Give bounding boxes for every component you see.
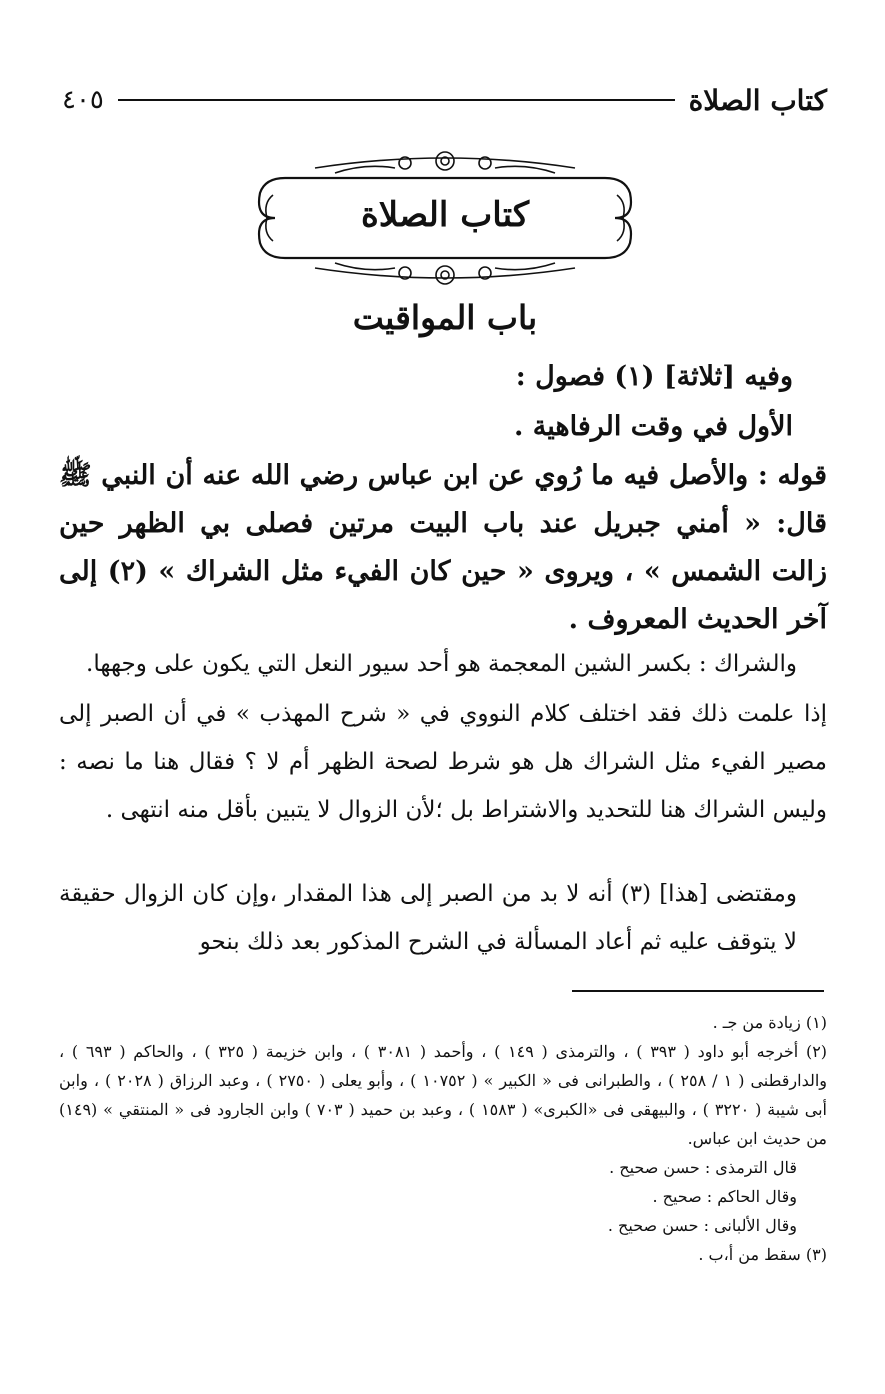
paragraph-hadith-quote: قوله : والأصل فيه ما رُوي عن ابن عباس رضي الله عنه أن النبي ﷺ قال: « أمني جبريل عند باب البيت مرتين فصلى بي الظهر حين زالت الشمس » ، ويروى « حين كان الفيء مثل الشراك » (٢) إلى آخر الحديث المعروف . (59, 460, 827, 635)
paragraph-sections-intro: وفيه [ثلاثة] (١) فصول : (515, 361, 793, 392)
footnote-2: (٢) أخرجه أبو داود ( ٣٩٣ ) ، والترمذى ( ١٤٩ ) ، وأحمد ( ٣٠٨١ ) ، وابن خزيمة ( ٣٢٥ ) ، والحاكم ( ٦٩٣ ) ، والدارقطنى ( ١ / ٢٥٨ ) ، والطبرانى فى « الكبير » ( ١٠٧٥٢ ) ، وأبو يعلى ( ٢٧٥٠ ) ، وعبد الرزاق ( ٢٠٢٨ ) ، وابن أبى شيبة ( ٣٢٢٠ ) ، والبيهقى فى «الكبرى» ( ١٥٨٣ ) ، وعبد بن حميد ( ٧٠٣ ) وابن الجارود فى « المنتقي » (١٤٩) من حديث ابن عباس. (59, 1042, 828, 1148)
header-title: كتاب الصلاة (688, 83, 827, 117)
footnote-3: (٣) سقط من أ،ب . (698, 1245, 827, 1264)
paragraph-conclusion: ومقتضى [هذا] (٣) أنه لا بد من الصبر إلى هذا المقدار ،وإن كان الزوال حقيقة لا يتوقف عليه ثم أعاد المسألة في الشرح المذكور بعد ذلك بنحو (59, 881, 797, 955)
chapter-title: باب المواقيت (352, 298, 538, 337)
footnote-2-tirmidhi: قال الترمذى : حسن صحيح . (609, 1158, 797, 1177)
paragraph-shirak-definition: والشراك : بكسر الشين المعجمة هو أحد سيور النعل التي يكون على وجهها. (86, 651, 797, 677)
footnote-separator (572, 990, 824, 992)
footnotes (59, 1008, 827, 1269)
running-header (62, 80, 827, 120)
paragraph-first-section: الأول في وقت الرفاهية . (513, 411, 793, 442)
header-rule (118, 99, 675, 101)
footnote-2-albani: وقال الألبانى : حسن صحيح . (607, 1216, 797, 1235)
footnote-2-hakim: وقال الحاكم : صحيح . (652, 1187, 797, 1206)
paragraph-nawawi-discussion: إذا علمت ذلك فقد اختلف كلام النووي في « شرح المهذب » في أن الصبر إلى مصير الفيء مثل الشراك هل هو شرط لصحة الظهر أم لا ؟ فقال هنا ما نصه : وليس الشراك هنا للتحديد والاشتراط بل ؛لأن الزوال لا يتبين بأقل منه انتهى . (59, 701, 827, 823)
book-title: كتاب الصلاة (360, 195, 530, 235)
page-number: ٤٠٥ (62, 85, 104, 115)
footnote-1: (١) زيادة من جـ . (712, 1013, 827, 1032)
